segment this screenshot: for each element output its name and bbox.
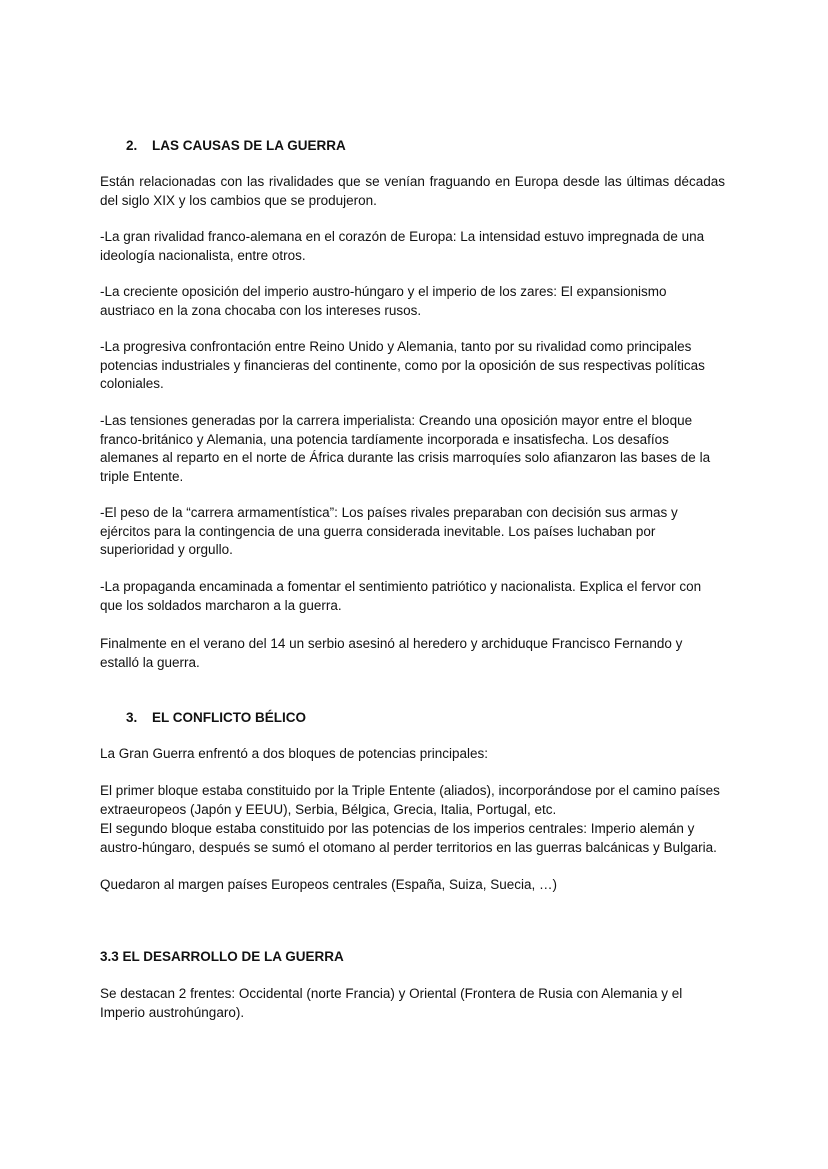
section-heading-2 [126, 137, 346, 155]
section-title: EL CONFLICTO BÉLICO [152, 710, 307, 725]
paragraph-blocs-intro: La Gran Guerra enfrentó a dos bloques de potencias principales: [100, 746, 488, 761]
paragraph-closing: Finalmente en el verano del 14 un serbio asesinó al heredero y archiduque Francisco Fernando y estalló la guerra. [100, 636, 683, 670]
paragraph-fronts: Se destacan 2 frentes: Occidental (norte Francia) y Oriental (Frontera de Rusia con Alemania y el Imperio austrohúngaro). [100, 986, 683, 1020]
paragraph-cause-1: -La gran rivalidad franco-alemana en el corazón de Europa: La intensidad estuvo impregnada de una ideología nacionalista, entre otros. [100, 229, 705, 263]
section-title: 3.3 EL DESARROLLO DE LA GUERRA [100, 949, 344, 964]
paragraph-cause-3: -La progresiva confrontación entre Reino Unido y Alemania, tanto por su rivalidad como principales potencias industriales y financieras del continente, como por la oposición de sus respectivas políticas coloniales. [100, 339, 705, 391]
paragraph-neutrals: Quedaron al margen países Europeos centrales (España, Suiza, Suecia, …) [100, 877, 558, 892]
paragraph-bloc-2: El segundo bloque estaba constituido por las potencias de los imperios centrales: Imperio alemán y austro-húngaro, después se sumó el otomano al perder territorios en las guerras balcánicas y Bulgaria. [100, 821, 717, 855]
paragraph-cause-2: -La creciente oposición del imperio austro-húngaro y el imperio de los zares: El expansionismo austriaco en la zona chocaba con los intereses rusos. [100, 284, 667, 318]
section-title: LAS CAUSAS DE LA GUERRA [152, 138, 346, 153]
paragraph-cause-5: -El peso de la “carrera armamentística”: Los países rivales preparaban con decisión sus armas y ejércitos para la contingencia de una guerra considerada inevitable. Los países luchaban por superioridad y orgullo. [100, 505, 678, 557]
paragraph-bloc-1: El primer bloque estaba constituido por la Triple Entente (aliados), incorporándose por el camino países extraeuropeos (Japón y EEUU), Serbia, Bélgica, Grecia, Italia, Portugal, etc. [100, 783, 720, 817]
section-number: 3. [126, 710, 138, 725]
paragraph-intro: Están relacionadas con las rivalidades que se venían fraguando en Europa desde las últimas décadas del siglo XIX y los cambios que se produjeron. [100, 174, 725, 208]
paragraph-cause-4: -Las tensiones generadas por la carrera imperialista: Creando una oposición mayor entre el bloque franco-británico y Alemania, una potencia tardíamente incorporada e insatisfecha. Los desafíos alemanes al reparto en el norte de África durante las crisis marroquíes solo afianzaron las bases de la triple Entente. [100, 413, 711, 484]
section-number: 2. [126, 138, 138, 153]
paragraph-cause-6: -La propaganda encaminada a fomentar el sentimiento patriótico y nacionalista. Explica el fervor con que los soldados marcharon a la guerra. [100, 579, 702, 613]
section-heading-3 [126, 709, 306, 727]
section-heading-3-3 [100, 948, 344, 966]
